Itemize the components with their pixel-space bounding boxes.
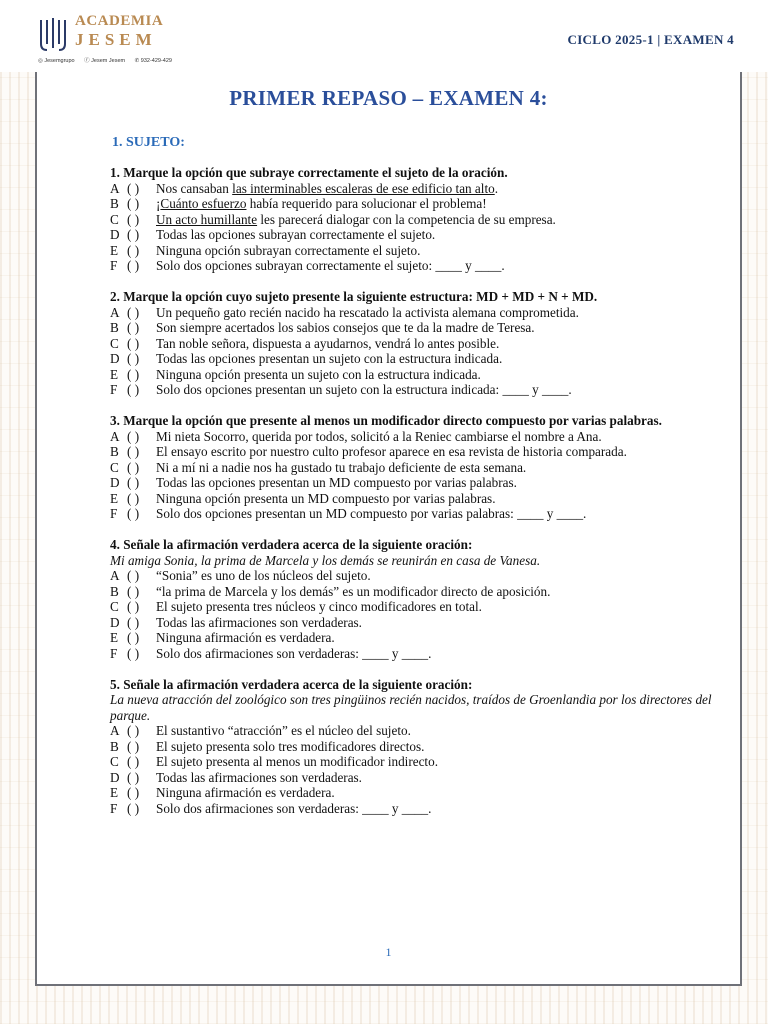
section-heading: 1. SUJETO:: [112, 135, 185, 150]
answer-checkbox[interactable]: ( ): [127, 738, 140, 754]
instagram-handle: ◎ Jesemgrupo: [38, 58, 75, 64]
answer-checkbox[interactable]: ( ): [127, 754, 140, 769]
answer-checkbox[interactable]: ( ): [127, 211, 140, 227]
option-text: [156, 754, 438, 770]
answer-option[interactable]: [110, 181, 730, 197]
answer-checkbox[interactable]: ( ): [127, 382, 140, 397]
option-text: [156, 646, 431, 662]
option-text-pre: Ninguna opción subrayan correctamente el sujeto.: [156, 242, 421, 258]
page-number: 1: [385, 945, 392, 959]
option-text-pre: Solo dos opciones presentan un sujeto con la estructura indicada: ____ y ____.: [156, 382, 572, 397]
option-letter: F: [110, 800, 118, 816]
answer-option[interactable]: [110, 584, 730, 600]
option-text-pre: Todas las afirmaciones son verdaderas.: [156, 769, 362, 785]
option-letter: A: [110, 180, 120, 196]
option-letter: B: [110, 320, 119, 335]
option-text-pre: Solo dos afirmaciones son verdaderas: ____ y ____.: [156, 645, 432, 661]
option-text-pre: Ninguna afirmación es verdadera.: [156, 630, 335, 645]
answer-option[interactable]: [110, 739, 730, 755]
option-letter: E: [110, 785, 119, 800]
option-letter: C: [110, 754, 119, 769]
page-header: [0, 0, 768, 72]
answer-option[interactable]: [110, 258, 730, 274]
question-title: 1. Marque la opción que subraye correctamente el sujeto de la oración.: [110, 165, 508, 180]
option-text: [156, 196, 487, 212]
option-text-pre: El sustantivo “atracción” es el núcleo del sujeto.: [156, 723, 411, 738]
option-letter: A: [110, 568, 120, 583]
answer-checkbox[interactable]: ( ): [127, 366, 140, 382]
option-text-pre: Solo dos opciones subrayan correctamente el sujeto: ____ y ____.: [156, 258, 505, 273]
answer-checkbox[interactable]: ( ): [127, 490, 140, 506]
option-letter: E: [110, 242, 119, 258]
answer-checkbox[interactable]: ( ): [127, 444, 140, 459]
answer-option[interactable]: [110, 599, 730, 615]
answer-checkbox[interactable]: ( ): [127, 723, 140, 738]
option-text: [156, 630, 335, 646]
exam-cycle-label: CICLO 2025-1 | EXAMEN 4: [567, 32, 734, 47]
underlined-subject: las interminables escaleras de ese edificio tan alto: [232, 180, 495, 196]
question-block: [110, 677, 730, 817]
option-text-pre: Todas las opciones presentan un sujeto con la estructura indicada.: [156, 351, 503, 366]
option-text-pre: Ninguna opción presenta un sujeto con la estructura indicada.: [156, 366, 481, 382]
logo-wordmark: [75, 14, 163, 48]
answer-checkbox[interactable]: ( ): [127, 568, 140, 583]
option-text-pre: “la prima de Marcela y los demás” es un modificador directo de aposición.: [156, 583, 551, 599]
answer-option[interactable]: [110, 367, 730, 383]
answer-checkbox[interactable]: ( ): [127, 258, 140, 273]
answer-option[interactable]: [110, 351, 730, 367]
answer-option[interactable]: [110, 770, 730, 786]
option-letter: C: [110, 211, 119, 227]
answer-option[interactable]: [110, 196, 730, 212]
answer-option[interactable]: [110, 227, 730, 243]
answer-checkbox[interactable]: ( ): [127, 769, 140, 785]
facebook-handle: ⓕ Jesem Jesem: [84, 58, 126, 64]
option-text: [156, 444, 627, 460]
option-text: [156, 475, 517, 491]
option-text: [156, 320, 535, 336]
option-text-pre: El sujeto presenta al menos un modificador indirecto.: [156, 754, 438, 769]
question-sentence: La nueva atracción del zoológico son tres pingüinos recién nacidos, traídos de Groenlandia por los directores del parque.: [110, 692, 712, 723]
answer-option[interactable]: [110, 630, 730, 646]
option-letter: B: [110, 583, 119, 599]
question-sentence: Mi amiga Sonia, la prima de Marcela y los demás se reunirán en casa de Vanesa.: [110, 552, 541, 568]
answer-checkbox[interactable]: ( ): [127, 599, 140, 614]
option-text: [156, 367, 481, 383]
option-text-pre: El ensayo escrito por nuestro culto profesor aparece en esa revista de historia comparada.: [156, 444, 627, 459]
option-text-post: había requerido para solucionar el problema!: [246, 196, 487, 211]
question-block: [110, 413, 730, 522]
option-text-pre: Ninguna afirmación es verdadera.: [156, 785, 335, 800]
option-text-pre: ¡: [156, 196, 161, 211]
social-links: [38, 56, 180, 64]
option-text-pre: Ninguna opción presenta un MD compuesto por varias palabras.: [156, 490, 496, 506]
option-letter: F: [110, 258, 118, 273]
option-text-pre: Solo dos afirmaciones son verdaderas: ____ y ____.: [156, 800, 432, 816]
option-text-pre: El sujeto presenta solo tres modificadores directos.: [156, 738, 425, 754]
answer-option[interactable]: [110, 320, 730, 336]
option-text: [156, 181, 498, 197]
option-text-pre: Nos cansaban: [156, 180, 233, 196]
answer-option[interactable]: [110, 491, 730, 507]
option-text-pre: Son siempre acertados los sabios consejos que te da la madre de Teresa.: [156, 320, 535, 335]
option-letter: F: [110, 645, 118, 661]
option-text: [156, 336, 499, 352]
answer-option[interactable]: [110, 615, 730, 631]
answer-option[interactable]: [110, 646, 730, 662]
answer-option[interactable]: [110, 243, 730, 259]
answer-checkbox[interactable]: ( ): [127, 630, 140, 645]
option-letter: B: [110, 738, 119, 754]
option-text-pre: Mi nieta Socorro, querida por todos, solicitó a la Reniec cambiarse el nombre a Ana.: [156, 428, 602, 444]
answer-checkbox[interactable]: ( ): [127, 227, 140, 242]
option-text: [156, 599, 482, 615]
answer-option[interactable]: [110, 754, 730, 770]
option-letter: D: [110, 614, 120, 630]
answer-checkbox[interactable]: ( ): [127, 506, 140, 521]
option-letter: B: [110, 444, 119, 459]
question-title: 5. Señale la afirmación verdadera acerca de la siguiente oración:: [110, 676, 473, 692]
answer-option[interactable]: [110, 382, 730, 398]
option-text-pre: Tan noble señora, dispuesta a ayudarnos, vendrá lo antes posible.: [156, 335, 500, 351]
option-text: [156, 429, 602, 445]
option-letter: A: [110, 723, 120, 738]
question-block: [110, 165, 730, 274]
question-title: 3. Marque la opción que presente al menos un modificador directo compuesto por varias palabras.: [110, 413, 662, 428]
option-letter: A: [110, 304, 120, 320]
option-text-pre: Un pequeño gato recién nacido ha rescatado la activista alemana comprometida.: [156, 304, 579, 320]
option-letter: C: [110, 459, 119, 475]
answer-checkbox[interactable]: ( ): [127, 785, 140, 800]
option-text-pre: El sujeto presenta tres núcleos y cinco modificadores en total.: [156, 599, 482, 614]
answer-checkbox[interactable]: ( ): [127, 428, 140, 444]
answer-checkbox[interactable]: ( ): [127, 614, 140, 630]
answer-checkbox[interactable]: ( ): [127, 583, 140, 599]
answer-checkbox[interactable]: ( ): [127, 304, 140, 320]
option-text: [156, 770, 362, 786]
answer-checkbox[interactable]: ( ): [127, 645, 140, 661]
answer-option[interactable]: [110, 568, 730, 584]
question-block: [110, 289, 730, 398]
answer-option[interactable]: [110, 212, 730, 228]
answer-checkbox[interactable]: ( ): [127, 180, 140, 196]
option-text: [156, 785, 335, 801]
option-text: [156, 801, 431, 817]
option-letter: D: [110, 769, 120, 785]
option-text-pre: “Sonia” es uno de los núcleos del sujeto.: [156, 568, 371, 583]
exam-page: [35, 72, 742, 986]
answer-option[interactable]: [110, 444, 730, 460]
page-title: PRIMER REPASO – EXAMEN 4:: [229, 86, 548, 110]
option-text: [156, 568, 371, 584]
answer-option[interactable]: [110, 506, 730, 522]
questions-list: [110, 165, 730, 832]
answer-checkbox[interactable]: ( ): [127, 242, 140, 258]
option-letter: B: [110, 196, 119, 211]
option-text: [156, 351, 502, 367]
answer-checkbox[interactable]: ( ): [127, 335, 140, 351]
option-text-pre: Todas las opciones subrayan correctamente el sujeto.: [156, 227, 436, 242]
answer-option[interactable]: [110, 460, 730, 476]
option-text-pre: Ni a mí ni a nadie nos ha gustado tu trabajo deficiente de esta semana.: [156, 459, 527, 475]
option-text: [156, 382, 572, 398]
option-letter: D: [110, 227, 120, 242]
answer-option[interactable]: [110, 336, 730, 352]
answer-checkbox[interactable]: ( ): [127, 320, 140, 335]
option-letter: E: [110, 366, 119, 382]
option-text: [156, 212, 556, 228]
option-text-pre: Todas las afirmaciones son verdaderas.: [156, 614, 362, 630]
option-letter: C: [110, 599, 119, 614]
option-letter: E: [110, 630, 119, 645]
underlined-subject: Un acto humillante: [156, 211, 258, 227]
answer-option[interactable]: [110, 305, 730, 321]
answer-checkbox[interactable]: ( ): [127, 351, 140, 366]
option-text: [156, 243, 420, 259]
option-text: [156, 227, 435, 243]
question-title: 2. Marque la opción cuyo sujeto presente la siguiente estructura: MD + MD + N + MD.: [110, 289, 598, 304]
question-block: [110, 537, 730, 661]
answer-checkbox[interactable]: ( ): [127, 475, 140, 490]
option-text: [156, 506, 586, 522]
academia-logo-icon: [38, 14, 70, 54]
option-letter: A: [110, 428, 120, 444]
option-letter: D: [110, 475, 120, 490]
answer-option[interactable]: [110, 801, 730, 817]
logo-line2: JESEM: [75, 30, 157, 49]
option-letter: D: [110, 351, 120, 366]
option-text: [156, 305, 579, 321]
option-text: [156, 739, 424, 755]
question-title: 4. Señale la afirmación verdadera acerca de la siguiente oración:: [110, 537, 473, 552]
option-text: [156, 615, 362, 631]
logo-line1: ACADEMIA: [75, 13, 164, 29]
whatsapp-number: ✆ 932-429-429: [134, 58, 172, 64]
answer-option[interactable]: [110, 475, 730, 491]
option-text: [156, 460, 526, 476]
answer-option[interactable]: [110, 723, 730, 739]
option-letter: E: [110, 490, 119, 506]
option-text: [156, 491, 496, 507]
answer-option[interactable]: [110, 429, 730, 445]
option-text: [156, 258, 505, 274]
option-letter: F: [110, 506, 118, 521]
answer-option[interactable]: [110, 785, 730, 801]
option-text: [156, 584, 550, 600]
option-letter: C: [110, 335, 119, 351]
option-text-pre: Todas las opciones presentan un MD compuesto por varias palabras.: [156, 475, 517, 490]
answer-checkbox[interactable]: ( ): [127, 196, 140, 211]
answer-checkbox[interactable]: ( ): [127, 459, 140, 475]
option-text-pre: Solo dos opciones presentan un MD compuesto por varias palabras: ____ y ____.: [156, 506, 587, 521]
answer-checkbox[interactable]: ( ): [127, 800, 140, 816]
underlined-subject: Cuánto esfuerzo: [160, 196, 247, 211]
option-text-post: .: [494, 180, 499, 196]
option-text-post: les parecerá dialogar con la competencia de su empresa.: [257, 211, 556, 227]
option-letter: F: [110, 382, 118, 397]
option-text: [156, 723, 411, 739]
